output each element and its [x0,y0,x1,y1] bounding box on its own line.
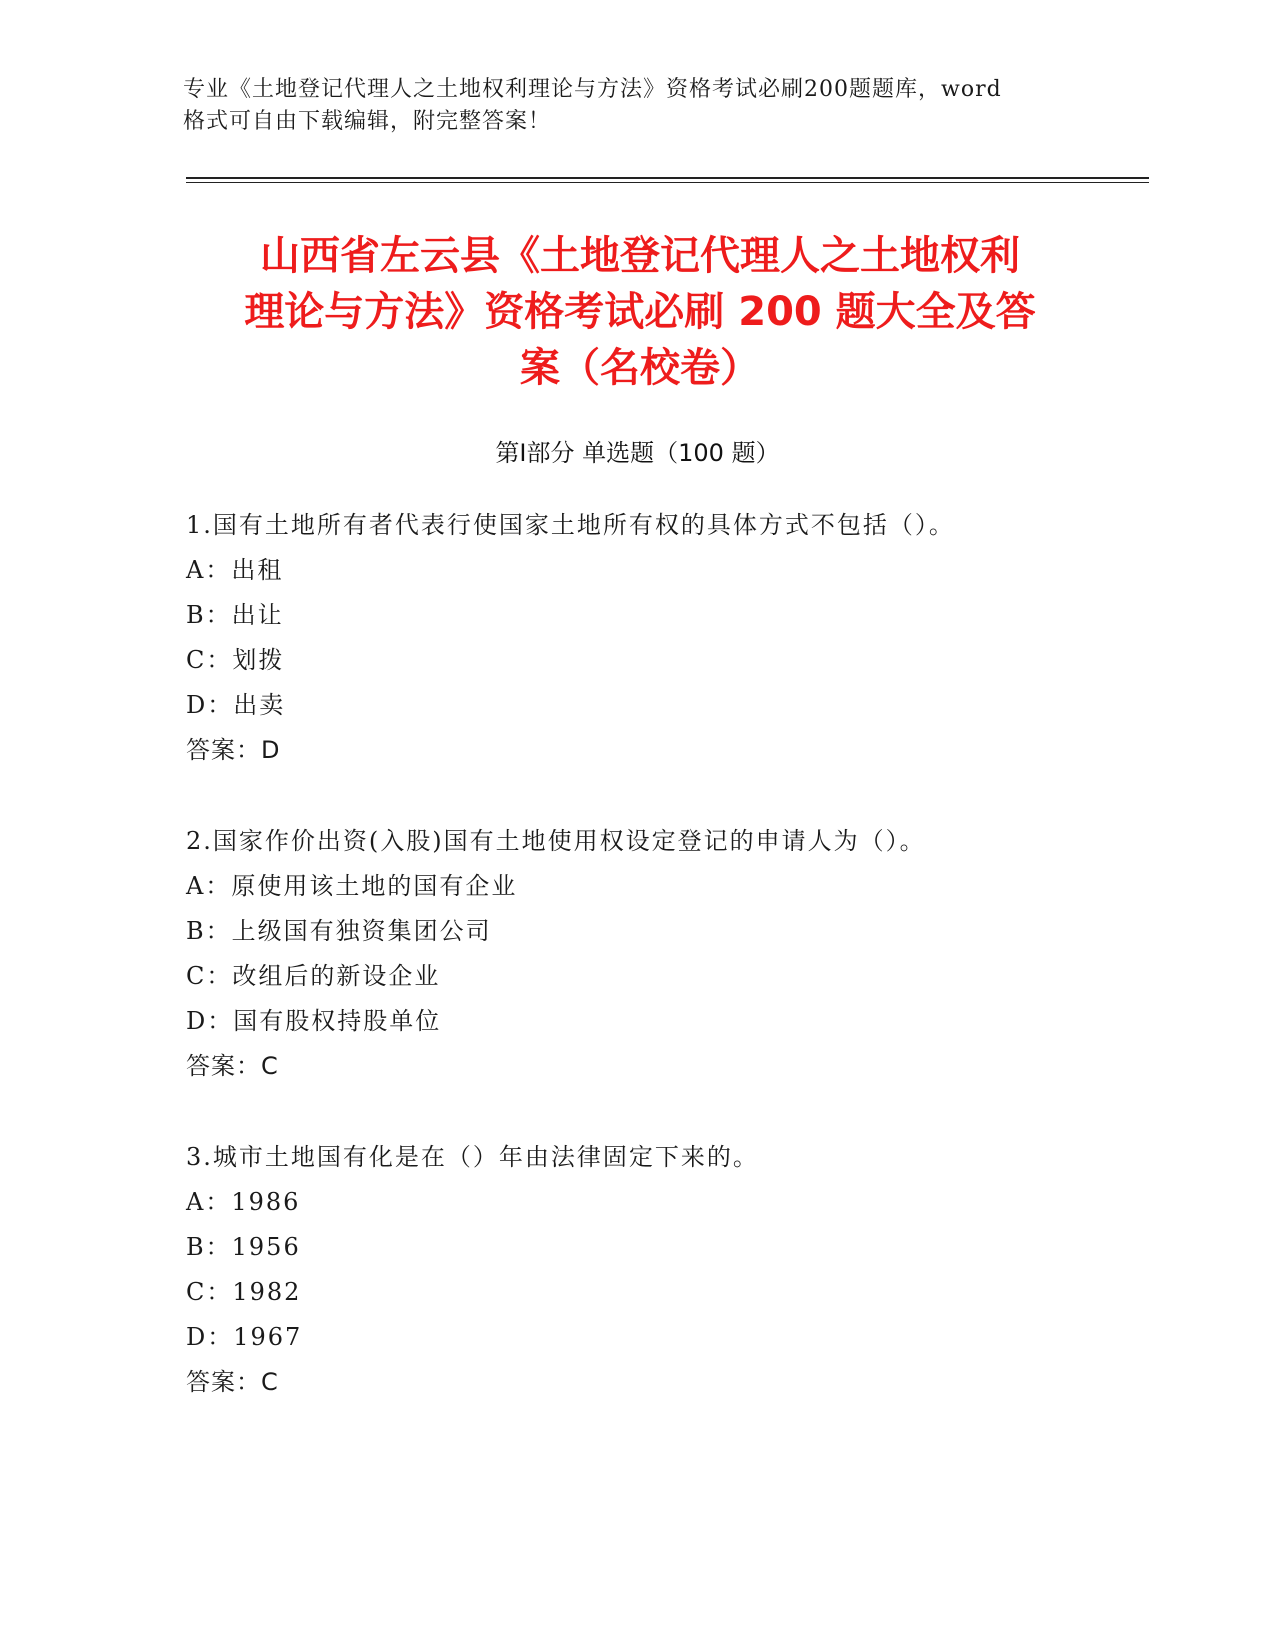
answer-line: 答案：D [186,736,281,764]
option-a: A：原使用该土地的国有企业 [186,872,518,900]
header-note [183,74,1063,138]
option-d: D：国有股权持股单位 [186,1007,442,1035]
question-2 [186,819,1086,1089]
option-c: C：划拨 [186,646,285,674]
option-d: D：1967 [186,1323,303,1351]
answer-line: 答案：C [186,1052,279,1080]
question-stem: 1.国有土地所有者代表行使国家土地所有权的具体方式不包括（）。 [186,511,955,539]
section-heading: 第Ⅰ部分 单选题（100 题） [495,439,780,467]
question-1 [186,503,1086,773]
question-3 [186,1135,1086,1405]
option-b: B：上级国有独资集团公司 [186,917,492,945]
header-note-line-1: 专业《土地登记代理人之土地权利理论与方法》资格考试必刷200题题库，word [183,77,1002,102]
option-b: B：1956 [186,1233,301,1261]
answer-line: 答案：C [186,1368,279,1396]
option-a: A：出租 [186,556,284,584]
header-rule-thick [186,177,1149,179]
option-d: D：出卖 [186,691,286,719]
title-line-1: 山西省左云县《土地登记代理人之土地权利 [260,233,1020,279]
header-rule-thin [186,182,1149,183]
option-c: C：改组后的新设企业 [186,962,441,990]
document-title [180,228,1100,396]
title-line-3: 案（名校卷） [520,345,760,391]
option-b: B：出让 [186,601,284,629]
question-stem: 3.城市土地国有化是在（）年由法律固定下来的。 [186,1143,759,1171]
question-stem: 2.国家作价出资(入股)国有土地使用权设定登记的申请人为（）。 [186,827,926,855]
title-line-2: 理论与方法》资格考试必刷 200 题大全及答 [244,289,1036,335]
option-a: A：1986 [186,1188,301,1216]
option-c: C：1982 [186,1278,302,1306]
header-note-line-2: 格式可自由下载编辑，附完整答案！ [183,109,552,134]
